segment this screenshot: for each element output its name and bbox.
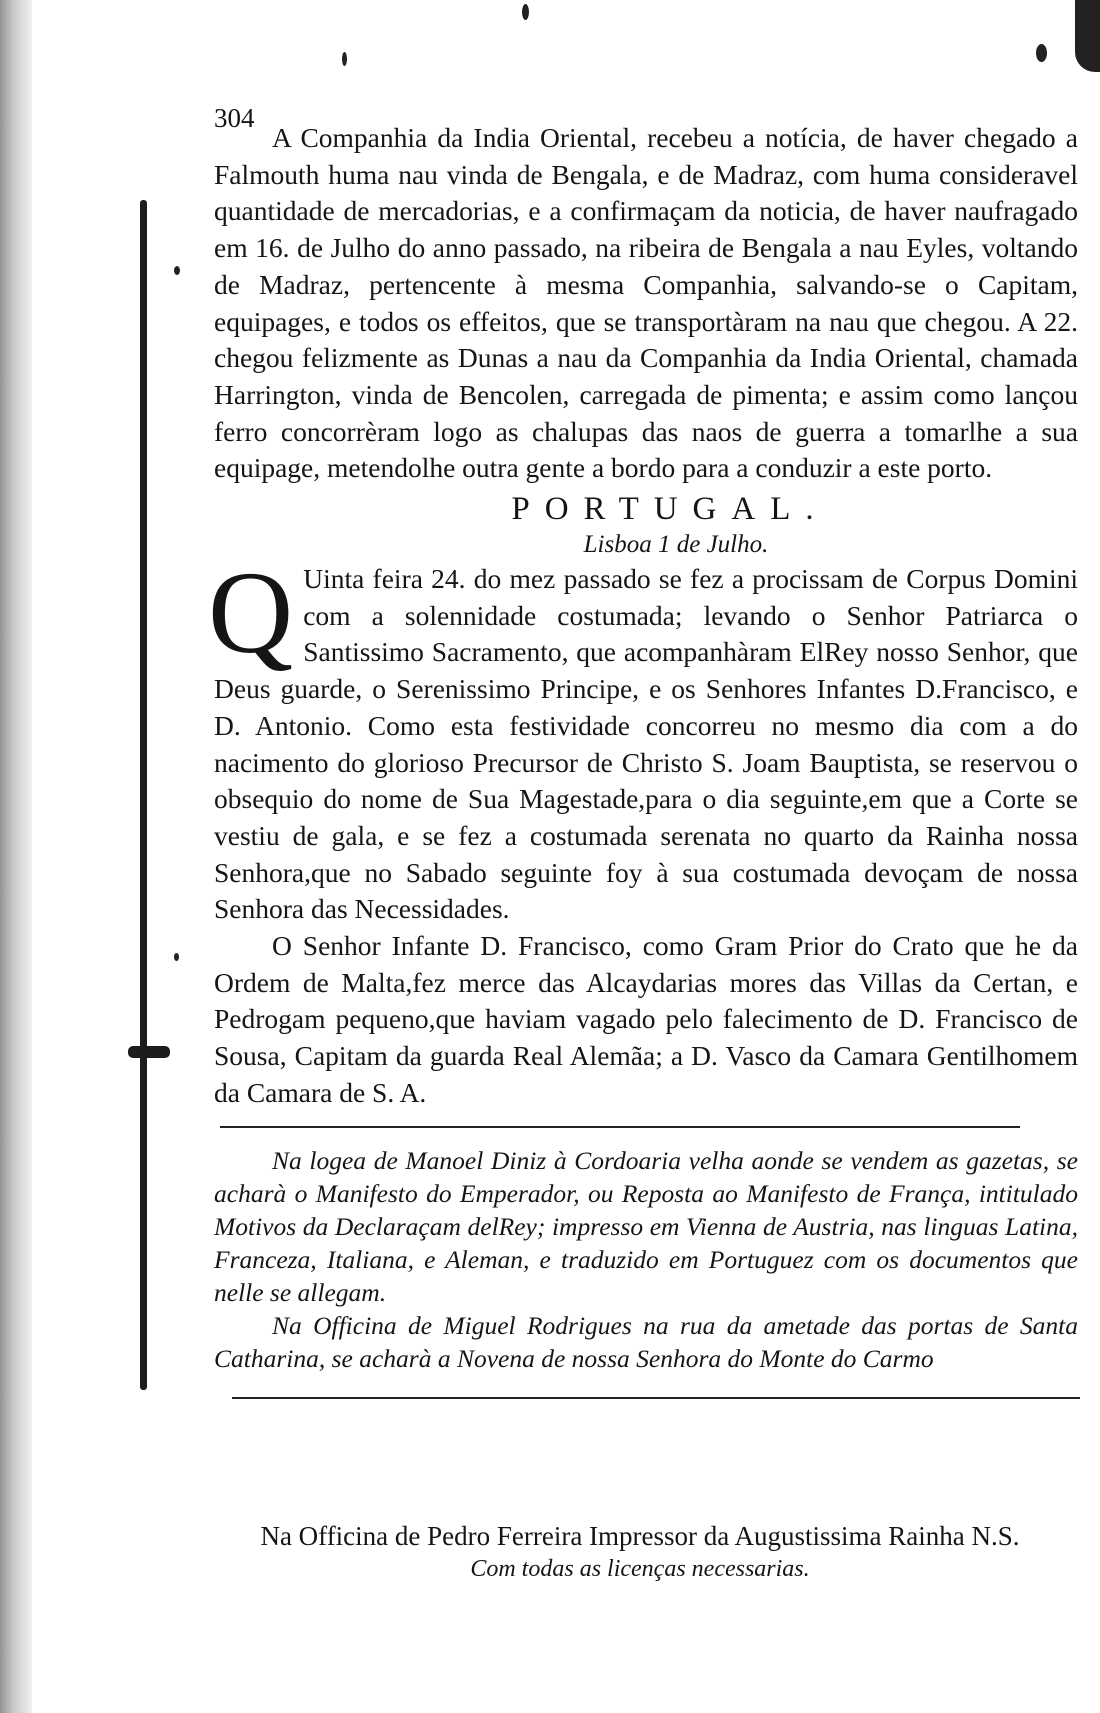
dateline: Lisboa 1 de Julho.	[583, 531, 769, 559]
section-heading: PORTUGAL.	[511, 491, 829, 528]
page-number: 304	[214, 103, 255, 133]
corner-ink-blot	[1075, 0, 1100, 72]
ink-speck	[174, 953, 179, 961]
notice-manifesto: Na logea de Manoel Diniz à Cordoaria velha aonde se vendem as gazetas, se acharà o Manifesto do Emperador, ou Reposta ao Manifesto de França, intitulado Motivos da Declaraçam delRey; impresso em Vienna de Austria, nas linguas Latina, Franceza, Italiana, e Aleman, e traduzido em Portuguez com os documentos que nelle se allegam.	[214, 1145, 1078, 1307]
drop-cap: Q	[208, 547, 294, 679]
notice-novena: Na Officina de Miguel Rodrigues na rua da ametade das portas de Santa Catharina, se acharà a Novena de nossa Senhora do Monte do Carmo	[214, 1310, 1078, 1373]
ink-speck	[522, 4, 529, 20]
binding-edge	[140, 200, 147, 1390]
ink-speck	[342, 52, 347, 66]
ink-speck	[1036, 44, 1047, 62]
article-paragraph-infante: O Senhor Infante D. Francisco, como Gram Prior do Crato que he da Ordem de Malta,fez merce das Alcaydarias mores das Villas da Certan, e Pedrogam pequeno,que haviam vagado pelo falecimento de D. Francisco de Sousa, Capitam da guarda Real Alemãa; a D. Vasco da Camara Gentilhomem da Camara de S. A.	[214, 930, 1078, 1108]
divider	[232, 1397, 1080, 1399]
imprint-block	[200, 1518, 1080, 1584]
paragraph-text: Uinta feira 24. do mez passado se fez a procissam de Corpus Domini com a solennidade costumada; levando o Senhor Patriarca o Santissimo Sacramento, que acompanhàram ElRey nosso Senhor, que Deus guarde, o Serenissimo Principe, e os Senhores Infantes D.Francisco, e D. Antonio. Como esta festividade concorreu no mesmo dia com a do nacimento do glorioso Precursor de Christo S. Joam Bauptista, se reservou o obsequio do nome de Sua Magestade,para o dia seguinte,em que a Corte se vestiu de gala, e se fez a costumada serenata no quarto da Rainha nossa Senhora,que no Sabado seguinte foy à sua costumada devoçam de nossa Senhora das Necessidades.	[214, 563, 1078, 925]
ink-speck	[174, 266, 180, 275]
article-paragraph-corpus-domini	[208, 547, 1078, 928]
article-paragraph-east-india-company: A Companhia da India Oriental, recebeu a notícia, de haver chegado a Falmouth huma nau vinda de Bengala, e de Madraz, com huma consideravel quantidade de mercadorias, e a confirmaçam da noticia, de haver naufragado em 16. de Julho do anno passado, na ribeira de Bengala a nau Eyles, voltando de Madraz, pertencente à mesma Companhia, salvando-se o Capitam, equipages, e todos os effeitos, que se transportàram na nau que chegou. A 22. chegou felizmente as Dunas a nau da Companhia da India Oriental, chamada Harrington, vinda de Bencolen, carregada de pimenta; e assim como lançou ferro concorrèram logo as chalupas das naos de guerra a tomarlhe a sua equipage, metendolhe outra gente a bordo para a conduzir a este porto.	[214, 122, 1078, 484]
binding-mark	[128, 1046, 170, 1058]
printer-line: Na Officina de Pedro Ferreira Impressor da Augustissima Rainha N.S.	[260, 1521, 1020, 1551]
gazette-page	[208, 103, 1078, 1415]
licence-line: Com todas as licenças necessarias.	[470, 1556, 810, 1582]
page-gutter-shadow	[0, 0, 32, 1713]
divider	[220, 1126, 1020, 1128]
